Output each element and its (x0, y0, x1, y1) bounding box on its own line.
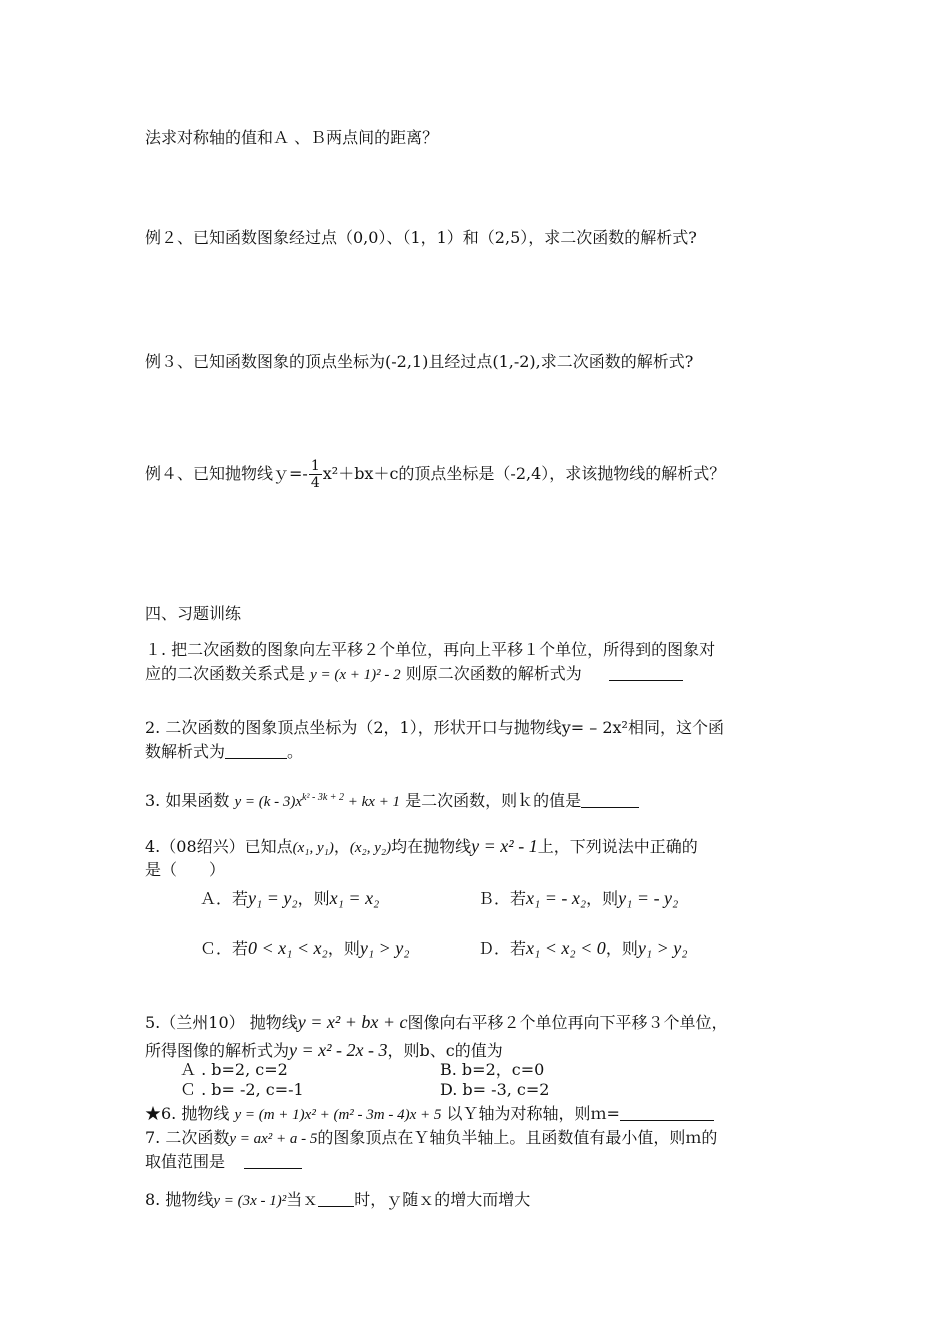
q6-text-2: 以Ｙ轴为对称轴，则ｍ= (446, 1104, 620, 1123)
q5-text-4: ，则b、c的值为 (387, 1041, 503, 1060)
example-4-rest: x²＋bx＋c的顶点坐标是（-2,4），求该抛物线的解析式？ (322, 464, 726, 483)
q4-option-c-then: ，则 (327, 939, 360, 958)
q1-line2 (145, 664, 683, 685)
q3-text: 3. 如果函数 (145, 791, 230, 810)
q4-point-2: (x₂, y₂) (349, 840, 392, 856)
q4-option-a[interactable] (200, 888, 379, 909)
q6 (145, 1104, 714, 1125)
q4-option-d-then: ，则 (605, 939, 638, 958)
q3 (145, 788, 639, 812)
q4-line1 (145, 836, 698, 858)
q1-text-2: 则原二次函数的解析式为 (405, 664, 582, 683)
q5-option-d[interactable]: D. b= -3, c=2 (440, 1080, 550, 1099)
q4-option-c[interactable] (200, 938, 409, 959)
q7-line2 (145, 1152, 302, 1172)
example-4-lead: 例４、已知抛物线ｙ=- (145, 464, 308, 483)
continued-question-text: 法求对称轴的值和Ａ 、Ｂ两点间的距离？ (145, 128, 439, 147)
q2-line1: 2. 二次函数的图象顶点坐标为（2，1），形状开口与抛物线y= – 2x²相同，这个函 (145, 718, 724, 737)
q2-end: 。 (287, 742, 304, 761)
q4-option-b-label: Ｂ．若 (478, 889, 527, 908)
q5-text-2: 图像向右平移２个单位再向下平移３个单位， (407, 1013, 728, 1032)
q6-formula: y = (m + 1)x² + (m² - 3m - 4)x + 5 (234, 1107, 442, 1123)
q4-option-a-result: x₁ = x₂ (329, 888, 380, 908)
example-3: 例３、已知函数图象的顶点坐标为(-2,1)且经过点(1,-2),求二次函数的解析式? (145, 352, 694, 371)
q5-text-3: 所得图像的解析式为 (145, 1041, 290, 1060)
q5-option-c[interactable]: Ｃ . b= -2, c=-1 (180, 1080, 304, 1099)
q4-line2: 是（ ） (145, 860, 226, 879)
example-2: 例２、已知函数图象经过点（0,0）、（1，1）和（2,5），求二次函数的解析式? (145, 228, 697, 247)
q7-line1 (145, 1128, 717, 1149)
fraction-one-quarter (309, 458, 322, 491)
q1-formula: y = (x + 1)² - 2 (310, 667, 401, 683)
q6-answer-blank[interactable] (620, 1106, 714, 1121)
q3-text-2: 是二次函数，则ｋ的值是 (405, 791, 582, 810)
q4-option-d-label: Ｄ．若 (478, 939, 527, 958)
q1-answer-blank[interactable] (609, 666, 683, 681)
q2-line2 (145, 742, 303, 762)
q6-text: ★6. 抛物线 (145, 1104, 230, 1123)
q4-option-b-cond: x₁ = - x₂ (526, 888, 587, 908)
example-4 (145, 458, 725, 491)
q3-answer-blank[interactable] (581, 793, 639, 808)
q5-text: 5.（兰州10） 抛物线 (145, 1013, 298, 1032)
q7-text: 7. 二次函数 (145, 1128, 230, 1147)
q4-option-a-cond: y₁ = y₂ (248, 888, 298, 908)
q8 (145, 1190, 530, 1211)
q8-text-3: 时，ｙ随ｘ的增大而增大 (354, 1190, 531, 1209)
q8-text-2: 当ｘ (286, 1190, 319, 1209)
q7-formula: y = ax² + a - 5 (229, 1131, 318, 1147)
q3-formula: $y = (k - 3)x^{k^2 - 3k + 2}$ + kx + 1 (234, 792, 401, 810)
q4-parabola: y = x² - 1 (471, 836, 538, 856)
q4-point-1: (x₁, y₁) (292, 840, 334, 856)
q7-text-2: 的图象顶点在Ｙ轴负半轴上。且函数值有最小值，则ｍ的 (317, 1128, 718, 1147)
q5-line2 (145, 1040, 503, 1061)
q8-formula: y = (3x - 1)² (213, 1193, 287, 1209)
q4-text: 4.（08绍兴）已知点 (145, 837, 293, 856)
q4-option-c-label: Ｃ．若 (200, 939, 249, 958)
q2-answer-blank[interactable] (225, 744, 287, 759)
q4-option-c-result: y₁ > y₂ (359, 938, 410, 958)
q4-option-a-label: Ａ．若 (200, 889, 249, 908)
q4-sep: ， (333, 837, 350, 856)
q2-text: 数解析式为 (145, 742, 226, 761)
q1-line1: １. 把二次函数的图象向左平移２个单位，再向上平移１个单位，所得到的图象对 (145, 640, 716, 659)
section-heading-exercises: 四、习题训练 (145, 604, 242, 623)
q5-formula-2: y = x² - 2x - 3 (289, 1040, 388, 1060)
q7-answer-blank[interactable] (244, 1154, 302, 1169)
fraction-denominator: 4 (310, 475, 320, 491)
q4-option-a-then: ，则 (297, 889, 330, 908)
q4-option-d-result: y₁ > y₂ (637, 938, 688, 958)
q4-option-d[interactable] (478, 938, 687, 959)
q1-text: 应的二次函数关系式是 (145, 664, 306, 683)
q4-option-c-cond: 0 < x₁ < x₂ (248, 938, 328, 958)
q7-text-3: 取值范围是 (145, 1152, 226, 1171)
q4-option-b[interactable] (478, 888, 678, 909)
q4-option-d-cond: x₁ < x₂ < 0 (526, 938, 606, 958)
q8-answer-blank[interactable] (318, 1192, 354, 1207)
fraction-numerator: 1 (310, 458, 320, 474)
q5-option-b[interactable]: B. b=2，c=0 (440, 1060, 545, 1079)
q4-option-b-then: ，则 (586, 889, 619, 908)
q5-formula-1: y = x² + bx + c (297, 1012, 408, 1032)
q5-option-a[interactable]: Ａ . b=2, c=2 (180, 1060, 288, 1079)
q4-text-3: 上，下列说法中正确的 (537, 837, 698, 856)
q5-line1 (145, 1012, 728, 1033)
q4-text-2: 均在抛物线 (391, 837, 472, 856)
q4-option-b-result: y₁ = - y₂ (618, 888, 679, 908)
q8-text: 8. 抛物线 (145, 1190, 214, 1209)
